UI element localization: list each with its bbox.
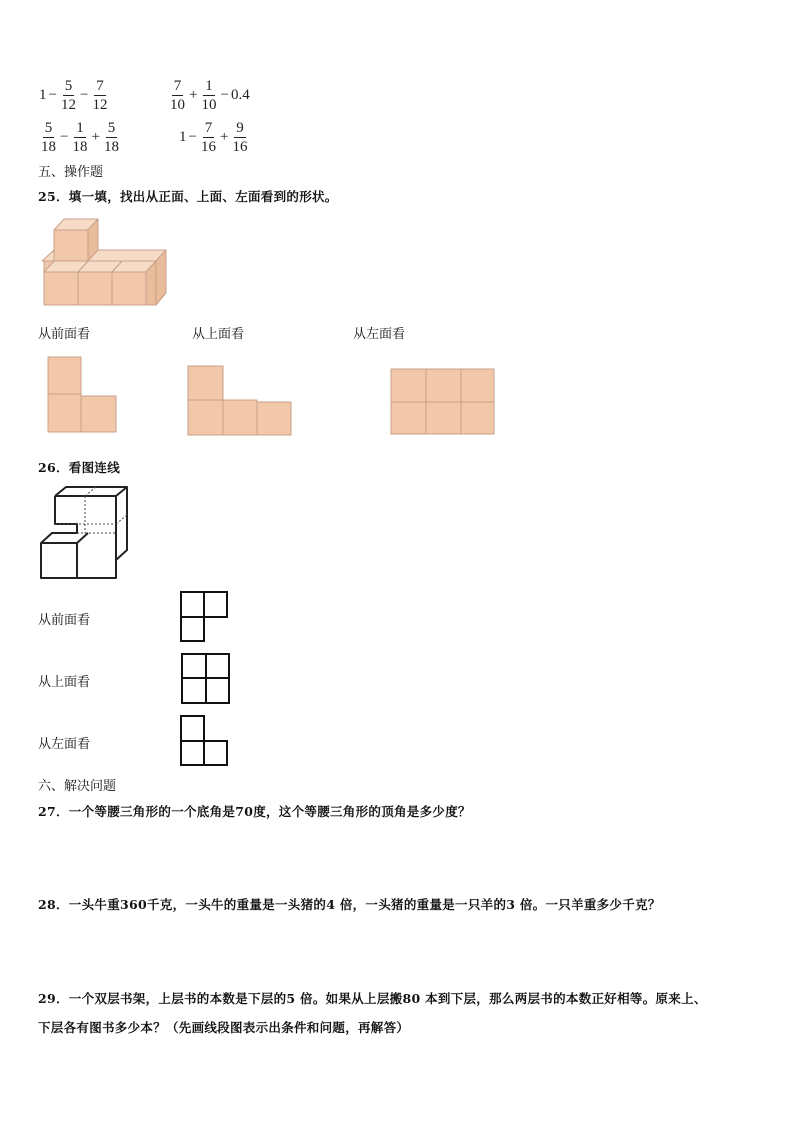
cube-front-face bbox=[44, 272, 78, 305]
line-cube-figure bbox=[38, 484, 133, 582]
figure-edge bbox=[77, 533, 88, 543]
cube-front-face bbox=[78, 272, 112, 305]
view-square bbox=[182, 654, 206, 678]
label-front-view: 从前面看 bbox=[38, 613, 91, 628]
view-square bbox=[188, 366, 223, 400]
fraction bbox=[168, 78, 187, 113]
view-square bbox=[182, 678, 206, 703]
figure-edge bbox=[116, 487, 127, 496]
denominator: 10 bbox=[170, 97, 185, 113]
cube-front-face bbox=[54, 230, 88, 261]
question-27: 27．一个等腰三角形的一个底角是70度，这个等腰三角形的顶角是多少度？ bbox=[38, 804, 471, 819]
operator: + bbox=[219, 129, 229, 145]
fraction bbox=[70, 120, 89, 155]
view-square bbox=[48, 357, 81, 394]
operator: + bbox=[91, 129, 100, 145]
operator: − bbox=[188, 129, 197, 145]
view-square bbox=[204, 592, 227, 617]
denominator: 18 bbox=[41, 139, 56, 155]
section-title: 五、操作题 bbox=[38, 165, 104, 180]
numerator: 5 bbox=[64, 78, 73, 94]
expression-1 bbox=[38, 78, 110, 113]
question-29-line-2: 下层各有图书多少本？（先画线段图表示出条件和问题，再解答） bbox=[38, 1020, 410, 1035]
fraction bbox=[199, 120, 218, 155]
operator: − bbox=[79, 87, 89, 103]
numerator: 7 bbox=[173, 78, 182, 94]
view-option-a[interactable] bbox=[179, 590, 231, 644]
cube-top-face bbox=[42, 250, 54, 261]
operator: − bbox=[60, 129, 69, 145]
view-option-b[interactable] bbox=[179, 652, 233, 706]
view-square bbox=[204, 741, 227, 765]
number: 1 bbox=[39, 87, 47, 103]
cube-front-face bbox=[112, 272, 146, 305]
numerator: 5 bbox=[44, 120, 53, 136]
view-square bbox=[461, 402, 494, 434]
denominator: 18 bbox=[103, 139, 119, 155]
label-top-view: 从上面看 bbox=[38, 675, 91, 690]
question-25: 25．填一填，找出从正面、上面、左面看到的形状。 bbox=[38, 189, 338, 204]
numerator: 1 bbox=[205, 78, 213, 94]
question-28: 28．一头牛重360千克，一头牛的重量是一头猪的4 倍，一头猪的重量是一只羊的3 倍。一只羊重多少千克？ bbox=[38, 897, 661, 912]
view-square bbox=[257, 402, 291, 435]
numerator: 9 bbox=[236, 120, 244, 136]
denominator: 16 bbox=[200, 139, 216, 155]
denominator: 12 bbox=[92, 97, 108, 113]
view-square bbox=[81, 396, 116, 432]
operator: − bbox=[48, 87, 57, 103]
view-square bbox=[461, 369, 494, 402]
view-square bbox=[188, 400, 223, 435]
denominator: 12 bbox=[60, 97, 76, 113]
view-square bbox=[206, 654, 229, 678]
fraction bbox=[230, 120, 249, 155]
question-29-line-1: 29．一个双层书架，上层书的本数是下层的5 倍。如果从上层搬80 本到下层，那么两层书的本数正好相等。原来上、 bbox=[38, 991, 707, 1006]
section-title: 六、解决问题 bbox=[38, 779, 117, 794]
expression-2 bbox=[167, 78, 251, 113]
denominator: 10 bbox=[201, 97, 217, 113]
figure-inner-edge bbox=[116, 515, 127, 524]
view-square bbox=[206, 678, 229, 703]
label-front-view: 从前面看 bbox=[38, 327, 91, 342]
question-26: 26．看图连线 bbox=[38, 460, 120, 475]
fraction bbox=[199, 78, 218, 113]
view-option-c[interactable] bbox=[179, 714, 231, 768]
label-left-view: 从左面看 bbox=[353, 327, 406, 342]
operator: + bbox=[189, 87, 198, 103]
label-top-view: 从上面看 bbox=[192, 327, 245, 342]
view-square bbox=[181, 617, 204, 641]
left-view-drawing bbox=[389, 367, 497, 437]
view-square bbox=[48, 394, 81, 432]
view-square bbox=[181, 592, 204, 617]
view-square bbox=[223, 400, 257, 435]
numerator: 5 bbox=[107, 120, 116, 136]
operator: − bbox=[220, 87, 229, 103]
cube-stack-figure bbox=[40, 214, 175, 309]
view-square bbox=[391, 369, 426, 402]
fraction bbox=[102, 120, 121, 155]
view-square bbox=[181, 716, 204, 741]
cube-top-face bbox=[88, 250, 166, 261]
label-left-view: 从左面看 bbox=[38, 737, 91, 752]
expression-3 bbox=[38, 120, 122, 155]
number: 0.4 bbox=[230, 87, 250, 103]
numerator: 7 bbox=[204, 120, 213, 136]
view-square bbox=[426, 402, 461, 434]
numerator: 1 bbox=[76, 120, 84, 136]
fraction bbox=[59, 78, 78, 113]
top-view-drawing bbox=[186, 364, 294, 438]
view-square bbox=[391, 402, 426, 434]
numerator: 7 bbox=[96, 78, 104, 94]
front-view-drawing bbox=[46, 355, 120, 435]
expression-4 bbox=[178, 120, 250, 155]
number: 1 bbox=[179, 129, 187, 145]
denominator: 18 bbox=[72, 139, 88, 155]
fraction bbox=[90, 78, 109, 113]
figure-inner-edge bbox=[85, 487, 96, 496]
denominator: 16 bbox=[232, 139, 248, 155]
view-square bbox=[181, 741, 204, 765]
view-square bbox=[426, 369, 461, 402]
fraction bbox=[39, 120, 58, 155]
